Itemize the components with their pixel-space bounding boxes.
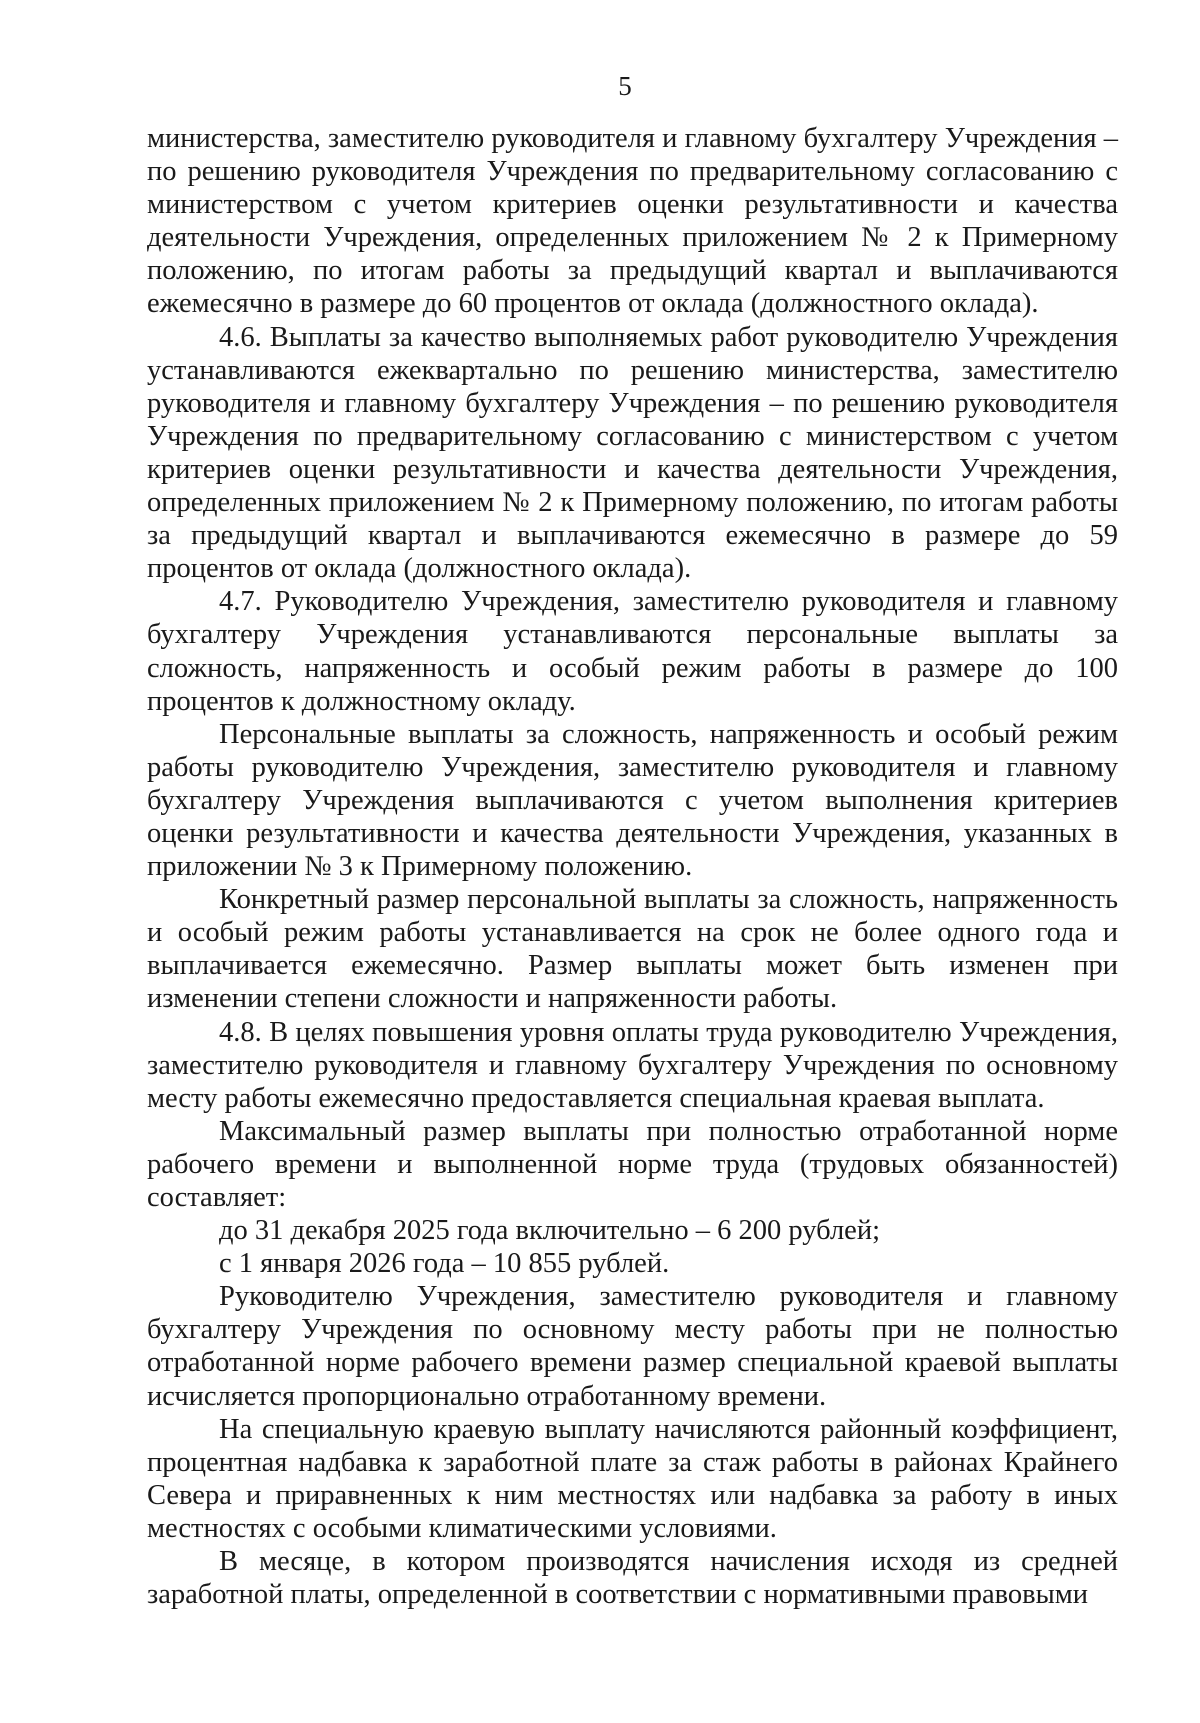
paragraph: Руководителю Учреждения, заместителю руководителя и главному бухгалтеру Учреждения по основному месту работы при не полностью отработанной норме рабочего времени размер специальной краевой выплаты исчисляется пропорционально отработанному времени. bbox=[147, 1281, 1118, 1412]
paragraph: до 31 декабря 2025 года включительно – 6 200 рублей; bbox=[219, 1215, 880, 1247]
paragraph: с 1 января 2026 года – 10 855 рублей. bbox=[219, 1248, 670, 1280]
paragraph: министерства, заместителю руководителя и главному бухгалтеру Учреждения – по решению руководителя Учреждения по предварительному согласованию с министерством с учетом критериев оценки результативности и качества деятельности Учреждения, определенных приложением № 2 к Примерному положению, по итогам работы за предыдущий квартал и выплачиваются ежемесячно в размере до 60 процентов от оклада (должностного оклада). bbox=[147, 123, 1118, 320]
paragraph: 4.7. Руководителю Учреждения, заместителю руководителя и главному бухгалтеру Учреждения устанавливаются персональные выплаты за сложность, напряженность и особый режим работы в размере до 100 процентов к должностному окладу. bbox=[147, 586, 1118, 717]
paragraph: 4.8. В целях повышения уровня оплаты труда руководителю Учреждения, заместителю руководителя и главному бухгалтеру Учреждения по основному месту работы ежемесячно предоставляется специальная краевая выплата. bbox=[147, 1016, 1118, 1114]
paragraph: На специальную краевую выплату начисляются районный коэффициент, процентная надбавка к заработной плате за стаж работы в районах Крайнего Севера и приравненных к ним местностях или надбавка за работу в иных местностях с особыми климатическими условиями. bbox=[147, 1413, 1118, 1544]
document-body bbox=[147, 122, 1118, 1611]
page-number: 5 bbox=[618, 71, 632, 101]
paragraph: Максимальный размер выплаты при полностью отработанной норме рабочего времени и выполненной норме труда (трудовых обязанностей) составляет: bbox=[147, 1115, 1118, 1213]
paragraph: Персональные выплаты за сложность, напряженность и особый режим работы руководителю Учреждения, заместителю руководителя и главному бухгалтеру Учреждения выплачиваются с учетом выполнения критериев оценки результативности и качества деятельности Учреждения, указанных в приложении № 3 к Примерному положению. bbox=[147, 718, 1118, 883]
paragraph: В месяце, в котором производятся начисления исходя из средней заработной платы, определенной в соответствии с нормативными правовыми bbox=[147, 1546, 1118, 1611]
paragraph: Конкретный размер персональной выплаты за сложность, напряженность и особый режим работы устанавливается на срок не более одного года и выплачивается ежемесячно. Размер выплаты может быть изменен при изменении степени сложности и напряженности работы. bbox=[147, 884, 1118, 1015]
paragraph: 4.6. Выплаты за качество выполняемых работ руководителю Учреждения устанавливаются ежеквартально по решению министерства, заместителю руководителя и главному бухгалтеру Учреждения – по решению руководителя Учреждения по предварительному согласованию с министерством с учетом критериев оценки результативности и качества деятельности Учреждения, определенных приложением № 2 к Примерному положению, по итогам работы за предыдущий квартал и выплачиваются ежемесячно в размере до 59 процентов от оклада (должностного оклада). bbox=[147, 321, 1118, 585]
